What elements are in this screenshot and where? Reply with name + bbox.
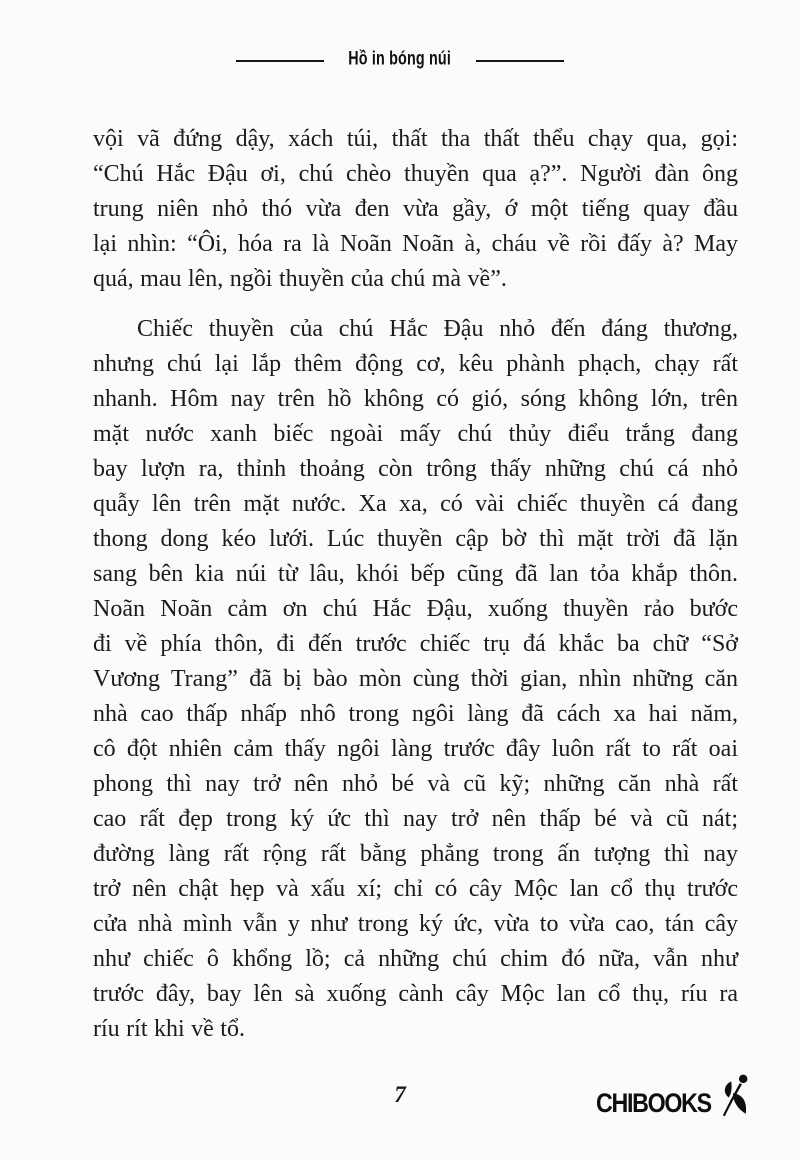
text-line: Chiếc thuyền của chú Hắc Đậu nhỏ đến đáng thương,	[137, 316, 738, 342]
running-header	[0, 48, 800, 69]
text-line: mặt nước xanh biếc ngoài mấy chú thủy điểu trắng đang	[93, 421, 738, 447]
text-line: nhà cao thấp nhấp nhô trong ngôi làng đã cách xa hai năm,	[93, 701, 738, 727]
text-line: cửa nhà mình vẫn y như trong ký ức, vừa to vừa cao, tán cây	[93, 911, 738, 937]
text-line: thong dong kéo lưới. Lúc thuyền cập bờ thì mặt trời đã lặn	[93, 526, 738, 552]
text-line: đường làng rất rộng rất bằng phẳng trong ấn tượng thì nay	[93, 841, 738, 867]
text-line: quẫy lên trên mặt nước. Xa xa, có vài chiếc thuyền cá đang	[93, 491, 738, 517]
paragraph	[93, 312, 738, 1047]
header-rule-left	[236, 60, 324, 62]
text-line: như chiếc ô khổng lồ; cả những chú chim đó nữa, vẫn như	[93, 946, 738, 972]
publisher-logo	[596, 1076, 750, 1123]
text-line: lại nhìn: “Ôi, hóa ra là Noãn Noãn à, cháu về rồi đấy à? May	[93, 231, 738, 257]
text-line: “Chú Hắc Đậu ơi, chú chèo thuyền qua ạ?”. Người đàn ông	[93, 161, 738, 187]
text-line: nhanh. Hôm nay trên hồ không có gió, sóng không lớn, trên	[93, 386, 738, 412]
text-line: cô đột nhiên cảm thấy ngôi làng trước đây luôn rất to rất oai	[93, 736, 738, 762]
text-line: sang bên kia núi từ lâu, khói bếp cũng đã lan tỏa khắp thôn.	[93, 561, 738, 587]
text-line: phong thì nay trở nên nhỏ bé và cũ kỹ; những căn nhà rất	[93, 771, 738, 797]
text-block	[93, 122, 738, 1047]
header-rule-right	[476, 60, 564, 62]
text-line: Vương Trang” đã bị bào mòn cùng thời gian, nhìn những căn	[93, 666, 738, 692]
text-line: trở nên chật hẹp và xấu xí; chỉ có cây Mộc lan cổ thụ trước	[93, 876, 738, 902]
text-line: bay lượn ra, thỉnh thoảng còn trông thấy những chú cá nhỏ	[93, 456, 738, 482]
text-line: quá, mau lên, ngồi thuyền của chú mà về”.	[93, 266, 507, 292]
leaf-sprout-icon	[716, 1072, 750, 1123]
text-line: Noãn Noãn cảm ơn chú Hắc Đậu, xuống thuyền rảo bước	[93, 596, 738, 622]
text-line: nhưng chú lại lắp thêm động cơ, kêu phành phạch, chạy rất	[93, 351, 738, 377]
text-line: vội vã đứng dậy, xách túi, thất tha thất thểu chạy qua, gọi:	[93, 126, 738, 152]
publisher-logo-text: CHIBOOKS	[596, 1088, 711, 1118]
page-number: 7	[394, 1082, 406, 1107]
text-line: trung niên nhỏ thó vừa đen vừa gầy, ớ một tiếng quay đầu	[93, 196, 738, 222]
text-line: ríu rít khi về tổ.	[93, 1016, 245, 1042]
text-line: cao rất đẹp trong ký ức thì nay trở nên thấp bé và cũ nát;	[93, 806, 738, 832]
text-line: trước đây, bay lên sà xuống cành cây Mộc lan cổ thụ, ríu ra	[93, 981, 738, 1007]
text-line: đi về phía thôn, đi đến trước chiếc trụ đá khắc ba chữ “Sở	[93, 631, 738, 657]
paragraph	[93, 122, 738, 297]
running-header-title: Hồ in bóng núi	[348, 46, 452, 70]
